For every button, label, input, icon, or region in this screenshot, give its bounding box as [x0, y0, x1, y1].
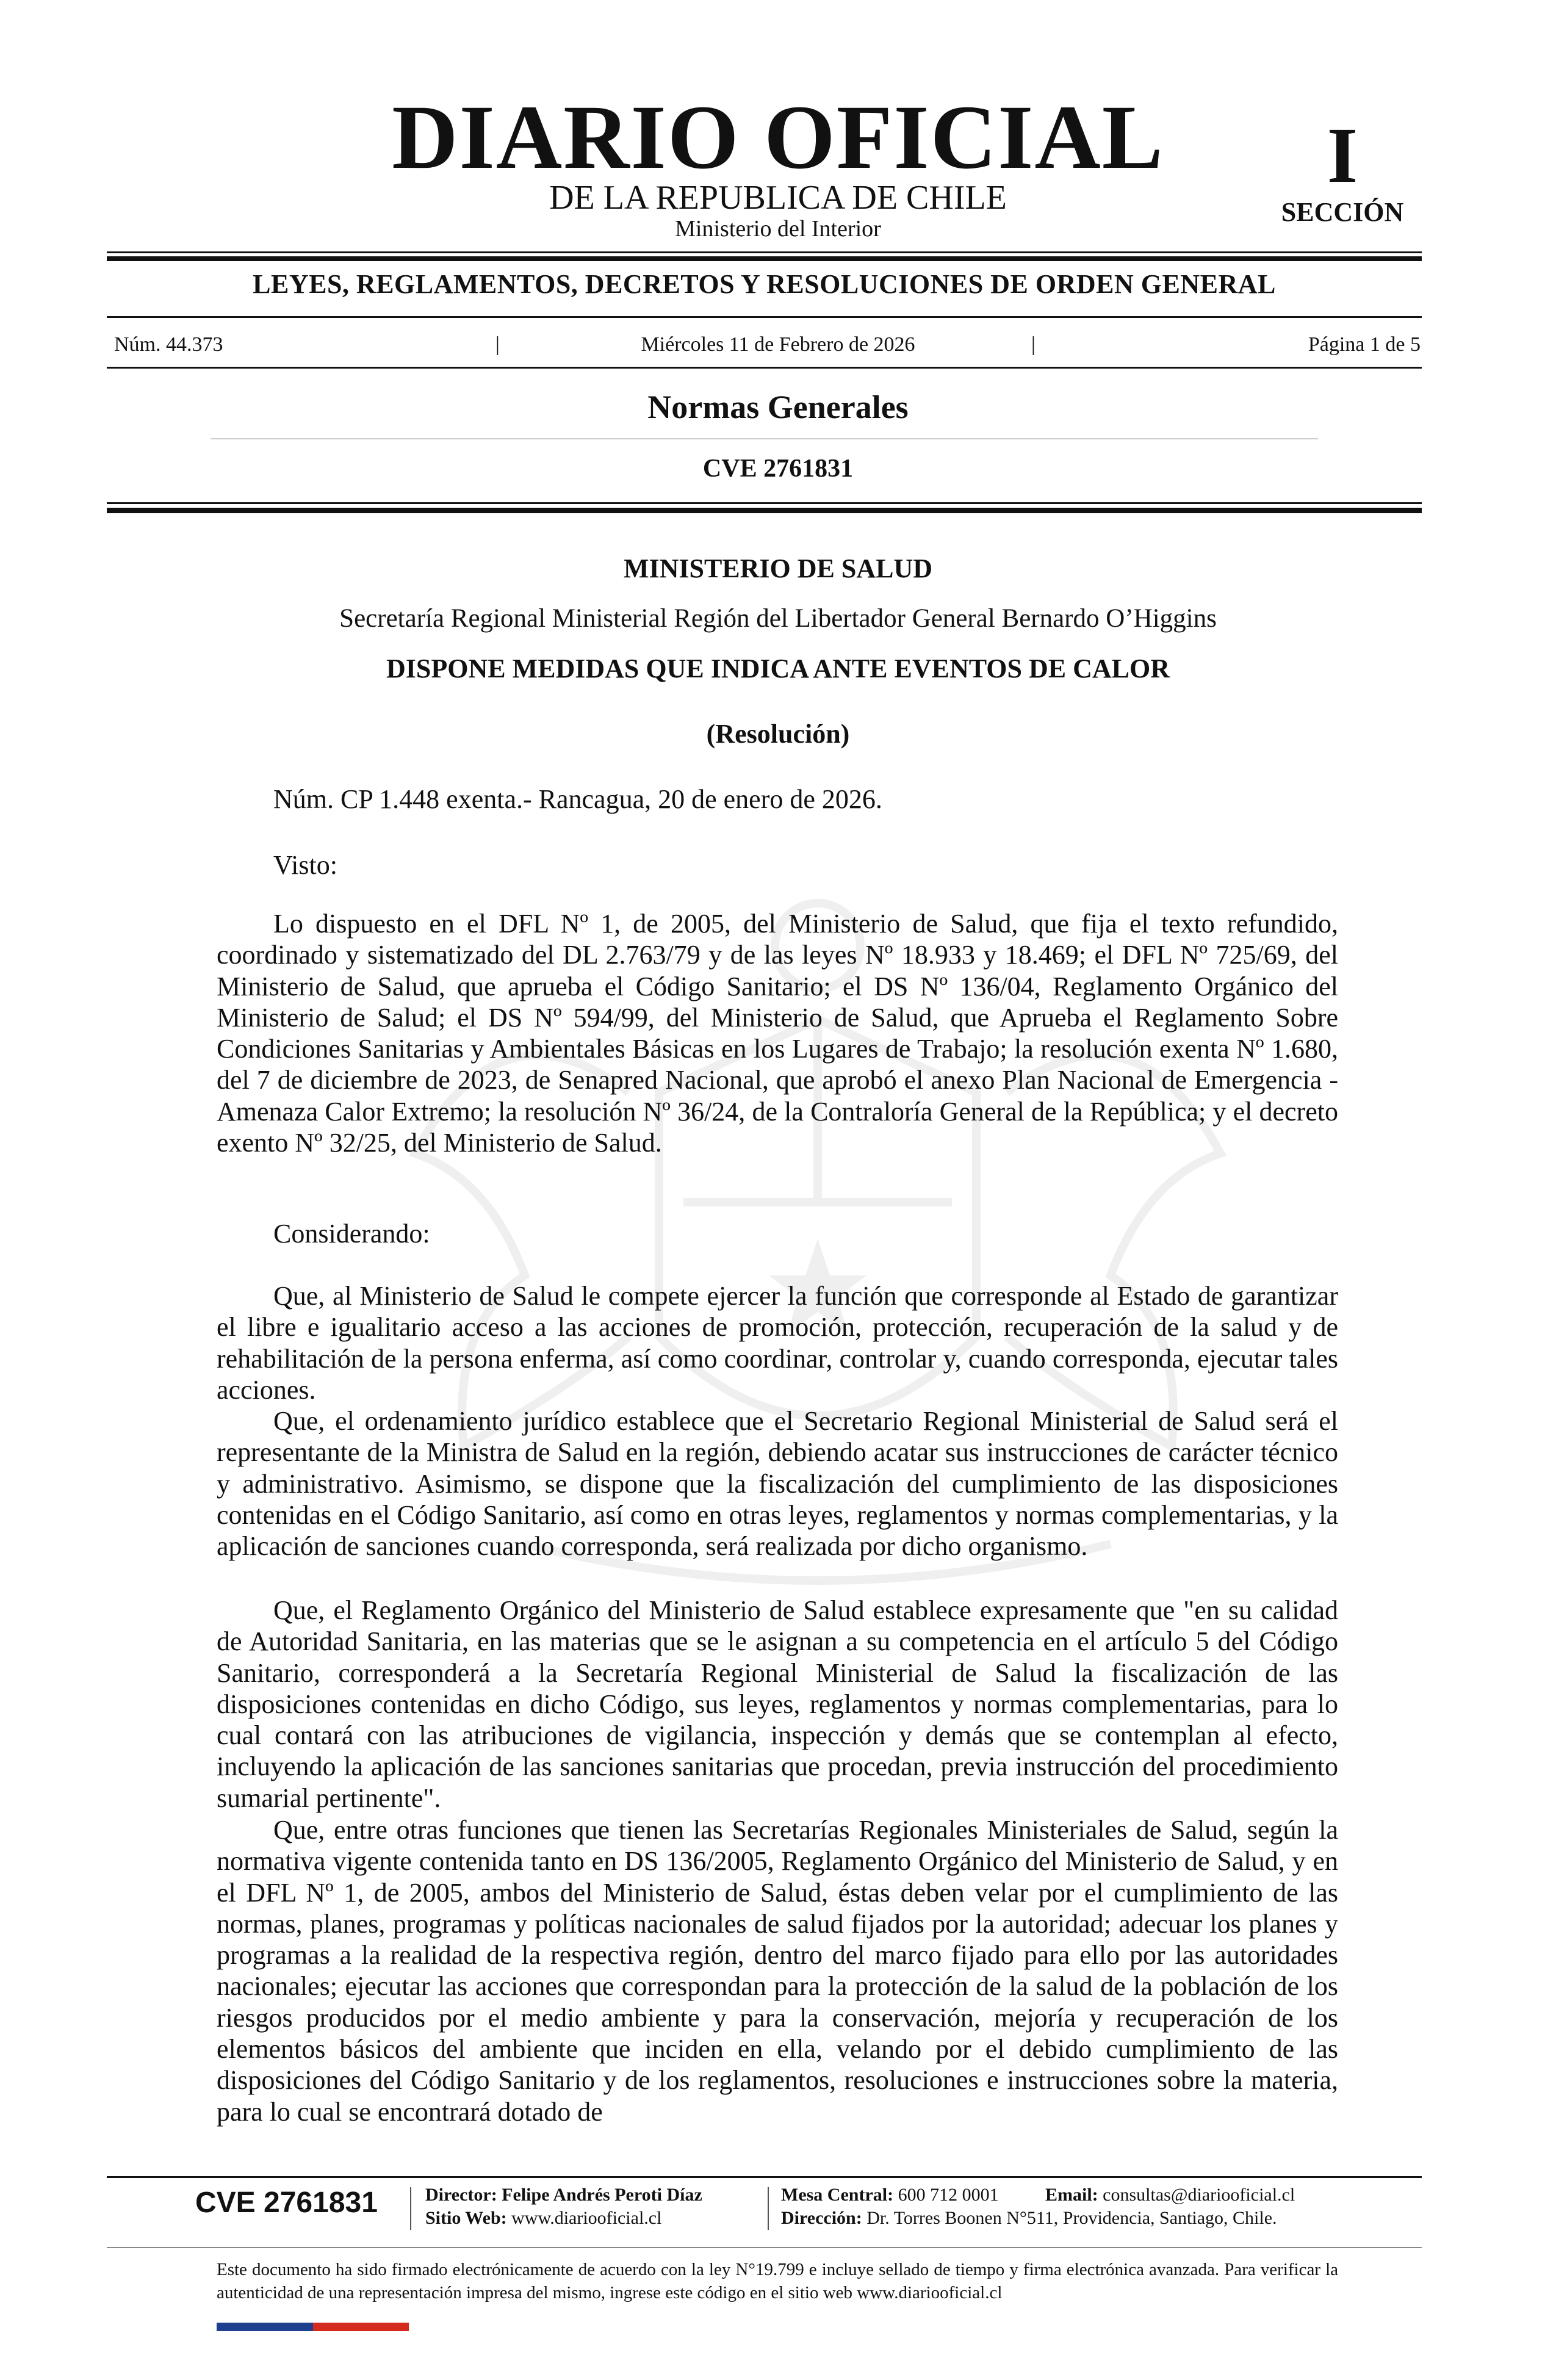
- footer-director-label: Director:: [425, 2185, 497, 2205]
- footer-email-link[interactable]: consultas@diariooficial.cl: [1103, 2185, 1295, 2205]
- issue-page: Página 1 de 5: [1308, 333, 1421, 356]
- issue-number: Núm. 44.373: [114, 333, 223, 356]
- footer-rule: [107, 2176, 1422, 2178]
- laws-banner: LEYES, REGLAMENTOS, DECRETOS Y RESOLUCIONES DE ORDEN GENERAL: [253, 269, 1276, 299]
- section-title-rule: [211, 438, 1318, 439]
- footer-cve-code: CVE 2761831: [195, 2187, 378, 2219]
- ministry-name: MINISTERIO DE SALUD: [623, 554, 933, 583]
- resolution-title: DISPONE MEDIDAS QUE INDICA ANTE EVENTOS DE CALOR: [386, 654, 1170, 683]
- issue-rule: [107, 367, 1422, 369]
- masthead-ministry: Ministerio del Interior: [675, 216, 881, 242]
- footer-disclaimer: Este documento ha sido firmado electrónicamente de acuerdo con la ley N°19.799 e incluye sellado de tiempo y firma electrónica avanzada. Para verificar la autenticidad de una representación impresa del mismo, ingrese este código en el sitio web www.diariooficial.cl: [217, 2260, 1338, 2302]
- masthead-title: DIARIO OFICIAL: [392, 87, 1164, 188]
- masthead-rule-thin: [107, 251, 1422, 253]
- visto-heading: Visto:: [273, 850, 337, 880]
- footer-website: [425, 2209, 661, 2227]
- footer-director-value: Felipe Andrés Peroti Díaz: [502, 2185, 702, 2205]
- footer-website-label: Sitio Web:: [425, 2208, 507, 2228]
- banner-rule: [107, 316, 1422, 318]
- header-rule-thick: [107, 508, 1422, 513]
- footer-divider: [768, 2187, 769, 2230]
- section-numeral: I: [1327, 112, 1358, 200]
- footer-address-value: Dr. Torres Boonen N°511, Providencia, Santiago, Chile.: [866, 2208, 1277, 2228]
- flag-stripe-red: [313, 2323, 409, 2331]
- considerando-heading: Considerando:: [273, 1219, 430, 1249]
- footer-email-label: Email:: [1045, 2185, 1098, 2205]
- header-rule-thin: [107, 502, 1422, 504]
- masthead-rule-thick: [107, 256, 1422, 261]
- section-label: SECCIÓN: [1281, 197, 1404, 227]
- flag-stripe-blue: [217, 2323, 313, 2331]
- visto-paragraph: Lo dispuesto en el DFL Nº 1, de 2005, del Ministerio de Salud, que fija el texto refundido, coordinado y sistematizado del DL 2.763/79 y de las leyes Nº 18.933 y 18.469; el DFL Nº 725/69, del Ministerio de Salud, que aprueba el Código Sanitario; el DS Nº 136/04, Reglamento Orgánico del Ministerio de Salud; el DS Nº 594/99, del Ministerio de Salud, que Aprueba el Reglamento Sobre Condiciones Sanitarias y Ambientales Básicas en los Lugares de Trabajo; la resolución exenta Nº 1.680, del 7 de diciembre de 2023, de Senapred Nacional, que aprobó el anexo Plan Nacional de Emergencia - Amenaza Calor Extremo; la resolución Nº 36/24, de la Contraloría General de la República; y el decreto exento Nº 32/25, del Ministerio de Salud.: [217, 909, 1338, 1158]
- section-title: Normas Generales: [647, 389, 909, 425]
- flag-stripe: [217, 2323, 409, 2331]
- footer-address: [781, 2209, 1277, 2227]
- masthead-subtitle: DE LA REPUBLICA DE CHILE: [549, 179, 1007, 217]
- footer-phone: [781, 2186, 999, 2204]
- issue-separator: |: [1031, 333, 1036, 356]
- footer-divider: [410, 2187, 411, 2230]
- considerando-paragraph: Que, entre otras funciones que tienen las Secretarías Regionales Ministeriales de Salud, según la normativa vigente contenida tanto en DS 136/2005, Reglamento Orgánico del Ministerio de Salud, y en el DFL Nº 1, de 2005, ambos del Ministerio de Salud, éstas deben velar por el cumplimiento de las normas, planes, programas y políticas nacionales de salud fijados por la autoridad; adecuar los planes y programas a la realidad de la respectiva región, dentro del marco fijado para ello por las autoridades nacionales; ejecutar las acciones que correspondan para la protección de la salud de la población de los riesgos producidos por el medio ambiente y para la conservación, mejoría y recuperación de los elementos básicos del ambiente que inciden en ella, velando por el debido cumplimiento de las disposiciones del Código Sanitario y de los reglamentos, resoluciones e instrucciones sobre la materia, para lo cual se encontrará dotado de: [217, 1815, 1338, 2127]
- footer-phone-value: 600 712 0001: [898, 2185, 999, 2205]
- considerando-paragraph: Que, el ordenamiento jurídico establece que el Secretario Regional Ministerial de Salud será el representante de la Ministra de Salud en la región, debiendo acatar sus instrucciones de carácter técnico y administrativo. Asimismo, se dispone que la fiscalización del cumplimiento de las disposiciones contenidas en el Código Sanitario, así como en otras leyes, reglamentos y normas complementarias, y la aplicación de sanciones cuando corresponda, será realizada por dicho organismo.: [217, 1406, 1338, 1562]
- secretaria-regional: Secretaría Regional Ministerial Región del Libertador General Bernardo O’Higgins: [339, 604, 1217, 633]
- resolution-number: Núm. CP 1.448 exenta.- Rancagua, 20 de enero de 2026.: [273, 784, 882, 814]
- footer-phone-label: Mesa Central:: [781, 2185, 894, 2205]
- issue-date: Miércoles 11 de Febrero de 2026: [641, 333, 915, 356]
- issue-separator: |: [495, 333, 500, 356]
- considerando-paragraph: Que, al Ministerio de Salud le compete ejercer la función que corresponde al Estado de garantizar el libre e igualitario acceso a las acciones de promoción, protección, recuperación de la salud y de rehabilitación de la persona enferma, así como coordinar, controlar y, cuando corresponda, ejecutar tales acciones.: [217, 1281, 1338, 1405]
- considerando-paragraph: Que, el Reglamento Orgánico del Ministerio de Salud establece expresamente que "en su calidad de Autoridad Sanitaria, en las materias que se le asignan a su competencia en el artículo 5 del Código Sanitario, corresponderá a la Secretaría Regional Ministerial de Salud la fiscalización de las disposiciones contenidas en dicho Código, sus leyes, reglamentos y normas complementarias, para lo cual contará con las atribuciones de vigilancia, inspección y demás que se contemplan al efecto, incluyendo la aplicación de las sanciones sanitarias que procedan, previa instrucción del procedimiento sumarial pertinente".: [217, 1595, 1338, 1813]
- document-type: (Resolución): [706, 719, 850, 749]
- footer-website-link[interactable]: www.diariooficial.cl: [511, 2208, 662, 2228]
- footer-director: [425, 2186, 702, 2204]
- footer-email: [1045, 2186, 1295, 2204]
- footer-address-label: Dirección:: [781, 2208, 862, 2228]
- footer-rule-lower: [107, 2247, 1422, 2248]
- cve-code: CVE 2761831: [702, 455, 854, 483]
